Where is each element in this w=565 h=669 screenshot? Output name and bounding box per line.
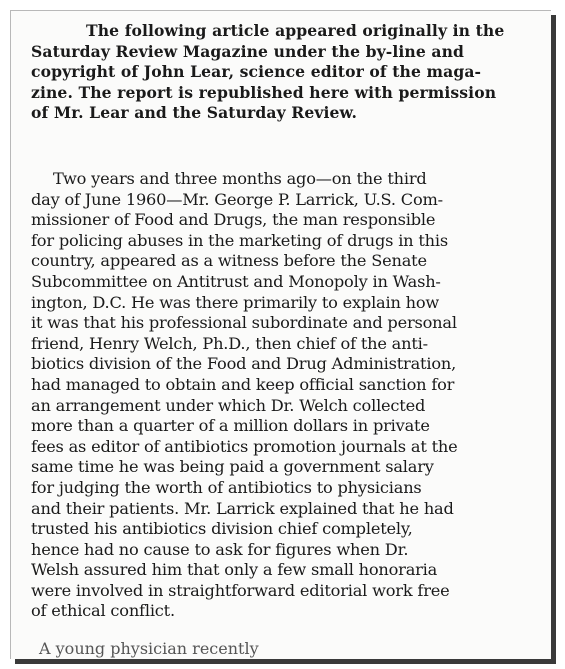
article-line: hence had no cause to ask for figures when Dr. xyxy=(31,539,409,559)
article-line: Two years and three months ago—on the third xyxy=(53,169,427,188)
article-line: an arrangement under which Dr. Welch collected xyxy=(31,395,426,415)
article-line: missioner of Food and Drugs, the man responsible xyxy=(31,210,436,230)
article-line: trusted his antibiotics division chief completely, xyxy=(31,519,413,539)
intro-line: of Mr. Lear and the Saturday Review. xyxy=(31,103,358,122)
article-line: biotics division of the Food and Drug Administration, xyxy=(31,354,457,374)
article-line: day of June 1960—Mr. George P. Larrick, U.S. Com- xyxy=(31,189,443,209)
article-line: and their patients. Mr. Larrick explained that he had xyxy=(31,498,454,518)
article-line: were involved in straightforward editorial work free xyxy=(31,580,450,600)
article-line: same time he was being paid a government salary xyxy=(31,457,434,477)
article-line: Subcommittee on Antitrust and Monopoly in Wash- xyxy=(31,271,441,291)
article-line: more than a quarter of a million dollars in private xyxy=(31,416,430,436)
article-line: friend, Henry Welch, Ph.D., then chief of the anti- xyxy=(31,333,428,353)
article-line: ington, D.C. He was there primarily to explain how xyxy=(31,292,440,312)
article-body xyxy=(31,169,546,622)
intro-line: The following article appeared originally in the xyxy=(86,21,505,40)
clipping-page xyxy=(10,10,551,659)
article-line: country, appeared as a witness before the Senate xyxy=(31,251,427,271)
article-line: it was that his professional subordinate and personal xyxy=(31,313,457,333)
intro-paragraph xyxy=(31,21,541,124)
article-line: fees as editor of antibiotics promotion journals at the xyxy=(31,436,458,456)
article-line: Welsh assured him that only a few small honoraria xyxy=(31,560,438,580)
intro-line: Saturday Review Magazine under the by-line and xyxy=(31,41,465,61)
intro-line: zine. The report is republished here with permission xyxy=(31,82,497,102)
cutoff-line xyxy=(39,639,299,659)
article-line: for policing abuses in the marketing of drugs in this xyxy=(31,230,448,250)
intro-line: copyright of John Lear, science editor of the maga- xyxy=(31,62,482,81)
article-line: for judging the worth of antibiotics to physicians xyxy=(31,477,422,497)
article-line: of ethical conflict. xyxy=(31,601,175,621)
article-line: had managed to obtain and keep official sanction for xyxy=(31,374,455,394)
cutoff-text: A young physician recently xyxy=(39,639,259,658)
